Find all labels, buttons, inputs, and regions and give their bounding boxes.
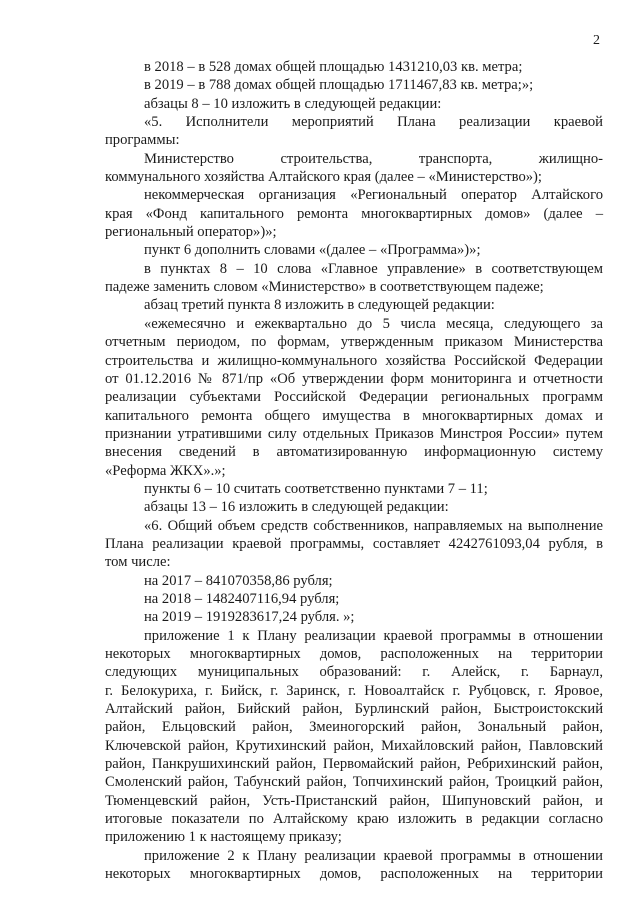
paragraph-10-line: внесения сведений в автоматизированную информационную систему: [105, 444, 603, 461]
paragraph-6-line: края «Фонд капитального ремонта многоквартирных домов» (далее –: [105, 205, 603, 222]
paragraph-4-line: «5. Исполнители мероприятий Плана реализации краевой: [144, 114, 603, 131]
paragraph-17-line: Алтайский район, Бийский район, Бурлинский район, Быстроистокский: [105, 701, 603, 718]
paragraph-17-line: Тюменцевский район, Усть-Пристанский район, Шипуновский район, и: [105, 792, 603, 809]
paragraph-6-line: некоммерческая организация «Региональный оператор Алтайского: [144, 187, 603, 204]
paragraph-10-line: реализации субъектами Российской Федерации региональных программ: [105, 389, 603, 406]
paragraph-13-line: «6. Общий объем средств собственников, направляемых на выполнение: [144, 517, 603, 534]
paragraph-10-line: строительства и жилищно-коммунального хозяйства Российской Федерации: [105, 352, 603, 369]
paragraph-17-line: некоторых многоквартирных домов, расположенных на территории: [105, 646, 603, 662]
paragraph-18-line: приложение 2 к Плану реализации краевой программы в отношении: [144, 847, 603, 864]
paragraph-6-line: региональный оператор»)»;: [105, 224, 277, 241]
paragraph-17-line: следующих муниципальных образований: г. Алейск, г. Барнаул,: [105, 664, 603, 681]
paragraph-10-line: отчетным периодом, по формам, утвержденным приказом Министерства: [105, 334, 603, 351]
paragraph-1-line: в 2018 – в 528 домах общей площадью 1431210,03 кв. метра;: [144, 59, 523, 75]
paragraph-9-line: абзац третий пункта 8 изложить в следующей редакции:: [144, 297, 495, 314]
paragraph-16-line: на 2019 – 1919283617,24 рубля. »;: [144, 609, 355, 626]
paragraph-17-line: Ключевской район, Крутихинский район, Михайловский район, Павловский: [105, 737, 603, 754]
paragraph-15-line: на 2018 – 1482407116,94 рубля;: [144, 590, 340, 607]
paragraph-2-line: в 2019 – в 788 домах общей площадью 1711467,83 кв. метра;»;: [144, 77, 534, 94]
paragraph-7-line: пункт 6 дополнить словами «(далее – «Программа»)»;: [144, 242, 481, 259]
paragraph-3-line: абзацы 8 – 10 изложить в следующей редакции:: [144, 95, 442, 112]
paragraph-13-line: Плана реализации краевой программы, составляет 4242761093,04 рубля, в: [105, 535, 603, 552]
paragraph-17-line: приложению 1 к настоящему приказу;: [105, 829, 342, 846]
paragraph-17-line: Смоленский район, Табунский район, Топчихинский район, Троицкий район,: [105, 774, 603, 791]
paragraph-5-line: коммунального хозяйства Алтайского края (далее – «Министерство»);: [105, 169, 542, 186]
paragraph-14-line: на 2017 – 841070358,86 рубля;: [144, 572, 333, 589]
paragraph-17-line: г. Белокуриха, г. Бийск, г. Заринск, г. Новоалтайск г. Рубцовск, г. Яровое,: [105, 682, 603, 699]
paragraph-10-line: признании утратившими силу отдельных Приказов Минстроя России» путем: [105, 425, 603, 442]
paragraph-12-line: абзацы 13 – 16 изложить в следующей редакции:: [144, 499, 449, 516]
paragraph-11-line: пункты 6 – 10 считать соответственно пунктами 7 – 11;: [144, 480, 488, 497]
paragraph-17-line: район, Ельцовский район, Змеиногорский район, Зональный район,: [105, 719, 603, 736]
paragraph-13-line: том числе:: [105, 554, 171, 571]
paragraph-17-line: приложение 1 к Плану реализации краевой программы в отношении: [144, 627, 603, 644]
paragraph-10-line: «Реформа ЖКХ».»;: [105, 462, 226, 479]
paragraph-10-line: капитального ремонта общего имущества в многоквартирных домах и: [105, 407, 603, 424]
paragraph-18-line: некоторых многоквартирных домов, расположенных на территории: [105, 866, 603, 883]
paragraph-17-line: район, Панкрушихинский район, Первомайский район, Ребрихинский район,: [105, 756, 603, 773]
paragraph-4-line: программы:: [105, 132, 180, 149]
paragraph-8-line: падеже заменить словом «Министерство» в соответствующем падеже;: [105, 279, 544, 296]
paragraph-10-line: от 01.12.2016 № 871/пр «Об утверждении форм мониторинга и отчетности: [105, 370, 603, 387]
document-body: [105, 58, 603, 883]
page-number: 2: [593, 33, 600, 48]
paragraph-5-line: Министерство строительства, транспорта, жилищно-: [144, 150, 603, 167]
paragraph-17-line: итоговые показатели по Алтайскому краю изложить в редакции согласно: [105, 811, 603, 828]
paragraph-10-line: «ежемесячно и ежеквартально до 5 числа месяца, следующего за: [144, 315, 603, 332]
paragraph-8-line: в пунктах 8 – 10 слова «Главное управление» в соответствующем: [144, 260, 603, 277]
